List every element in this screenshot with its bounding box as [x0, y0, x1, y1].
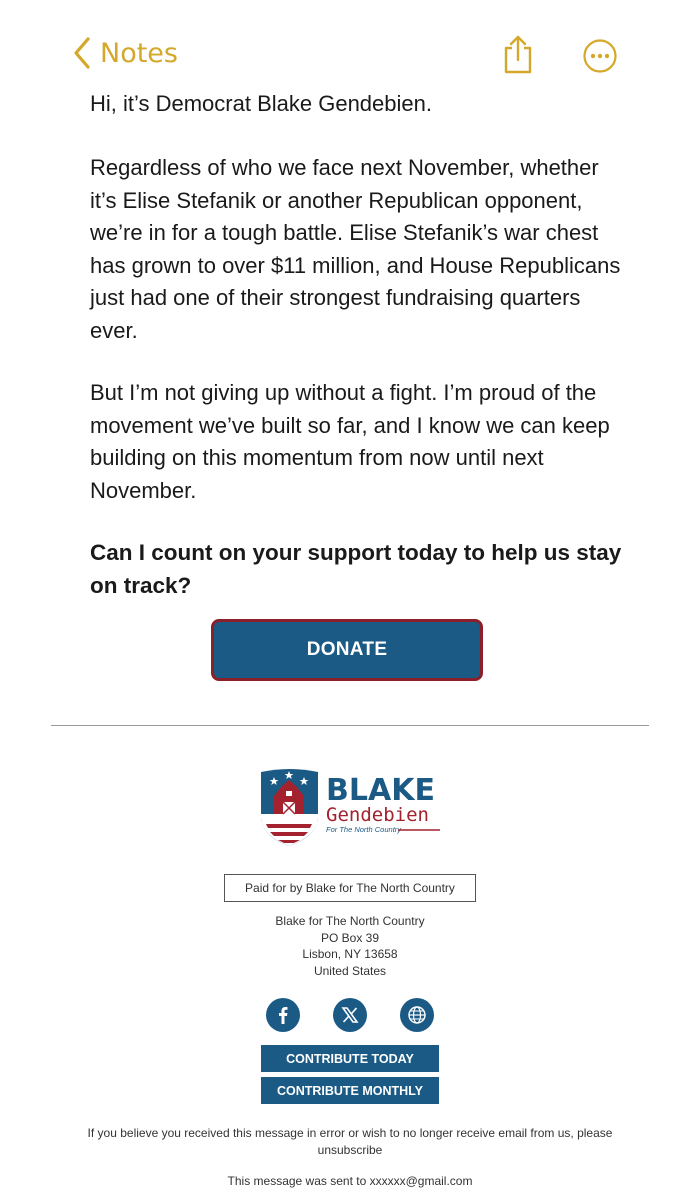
more-icon[interactable] [582, 38, 618, 74]
address-line: Lisbon, NY 13658 [302, 947, 398, 961]
paid-for-disclaimer: Paid for by Blake for The North Country [224, 874, 476, 902]
call-to-action-text: Can I count on your support today to help us stay on track? [90, 540, 622, 598]
back-label: Notes [100, 37, 178, 69]
address-line: Blake for The North Country [275, 914, 425, 928]
greeting-paragraph: Hi, it’s Democrat Blake Gendebien. [90, 91, 432, 116]
logo-tagline: For The North Country [326, 825, 402, 834]
divider [51, 725, 649, 726]
contribute-monthly-button[interactable]: CONTRIBUTE MONTHLY [261, 1077, 439, 1104]
body-paragraph: Regardless of who we face next November, whether it’s Elise Stefanik or another Republican opponent, we’re in for a tough battle. Elise Stefanik’s war chest has grown to over $11 million, and House Republicans just had one of their strongest fundraising quarters ever. [90, 155, 621, 343]
address-line: United States [313, 963, 387, 978]
logo-name: BLAKE [326, 773, 435, 808]
unsubscribe-link[interactable]: unsubscribe [317, 1142, 383, 1157]
address-line: PO Box 39 [320, 930, 380, 945]
globe-icon[interactable] [400, 998, 434, 1032]
blake-gendebien-logo [258, 766, 444, 848]
mailing-address [200, 913, 500, 979]
share-icon[interactable] [500, 34, 536, 74]
body-paragraph: But I’m not giving up without a fight. I’m proud of the movement we’ve built so far, and I know we can keep building on this momentum from now until next November. [90, 380, 610, 503]
notes-toolbar [0, 0, 700, 100]
sent-to-text: This message was sent to xxxxxx@gmail.com [227, 1174, 473, 1188]
error-note-text: If you believe you received this message in error or wish to no longer receive email from us, please [87, 1126, 613, 1140]
x-icon[interactable] [333, 998, 367, 1032]
back-button[interactable] [72, 36, 178, 70]
contribute-today-button[interactable]: CONTRIBUTE TODAY [261, 1045, 439, 1072]
unsubscribe-note [80, 1125, 620, 1158]
facebook-icon[interactable] [266, 998, 300, 1032]
donate-button[interactable]: DONATE [211, 619, 483, 681]
logo-surname: Gendebien [326, 804, 429, 826]
chevron-left-icon [72, 36, 92, 70]
